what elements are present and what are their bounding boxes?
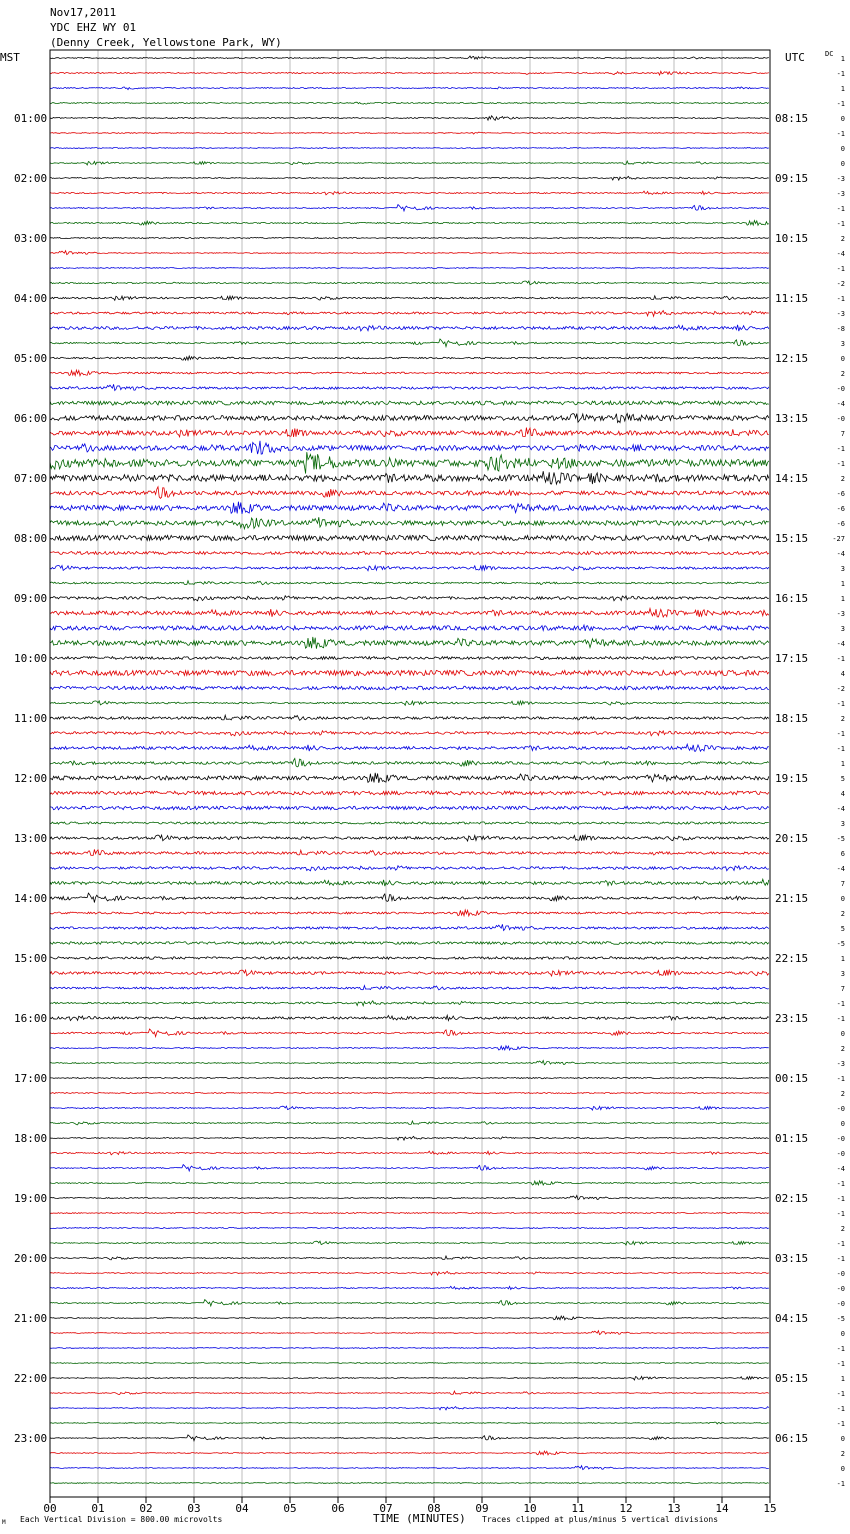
right-hour-label: 15:15 — [775, 532, 809, 545]
dc-offset-label: -4 — [836, 640, 845, 648]
dc-offset-label: 5 — [840, 775, 845, 783]
right-hour-label: 08:15 — [775, 112, 809, 125]
trace-row-84 — [50, 1300, 769, 1306]
trace-row-52 — [50, 822, 769, 824]
dc-offset-label: 1 — [840, 55, 845, 63]
dc-offset-label: -1 — [836, 1480, 845, 1488]
trace-row-50 — [50, 791, 769, 795]
right-hour-label: 18:15 — [775, 712, 809, 725]
left-hour-label: 12:00 — [14, 772, 48, 785]
trace-row-69 — [50, 1078, 769, 1079]
x-tick-label: 04 — [235, 1502, 249, 1515]
dc-offset-label: -1 — [836, 265, 845, 273]
trace-row-29 — [50, 471, 769, 484]
dc-offset-label: -1 — [836, 1420, 845, 1428]
left-hour-label: 03:00 — [14, 232, 48, 245]
trace-row-31 — [50, 502, 769, 514]
dc-offset-label: -3 — [836, 190, 845, 198]
trace-row-86 — [50, 1331, 769, 1335]
dc-offset-label: -0 — [836, 1150, 845, 1158]
trace-row-23 — [50, 384, 769, 390]
trace-row-76 — [50, 1181, 769, 1185]
dc-offset-label: -0 — [836, 1270, 845, 1278]
dc-offset-label: -1 — [836, 730, 845, 738]
dc-offset-label: -1 — [836, 100, 845, 108]
right-hour-label: 01:15 — [775, 1132, 809, 1145]
dc-offset-label: 0 — [840, 1330, 845, 1338]
dc-offset-label: -0 — [836, 385, 845, 393]
x-tick-label: 03 — [187, 1502, 201, 1515]
trace-row-64 — [50, 1001, 769, 1006]
left-hour-label: 18:00 — [14, 1132, 48, 1145]
right-hour-label: 02:15 — [775, 1192, 809, 1205]
right-hour-label: 16:15 — [775, 592, 809, 605]
dc-column-label: DC — [825, 50, 834, 58]
trace-row-92 — [50, 1422, 769, 1424]
station-label: YDC EHZ WY 01 — [50, 21, 137, 34]
trace-row-89 — [50, 1376, 769, 1380]
trace-row-9 — [50, 176, 769, 180]
left-timezone-label: MST — [0, 51, 20, 64]
dc-offset-label: -1 — [836, 205, 845, 213]
trace-row-22 — [50, 370, 769, 376]
dc-offset-label: 2 — [840, 235, 845, 243]
dc-offset-label: -1 — [836, 1255, 845, 1263]
trace-row-80 — [50, 1241, 769, 1245]
trace-row-79 — [50, 1228, 769, 1229]
dc-offset-label: 1 — [840, 955, 845, 963]
dc-offset-label: 1 — [840, 760, 845, 768]
dc-offset-label: 2 — [840, 1450, 845, 1458]
trace-row-1 — [50, 56, 769, 59]
dc-offset-label: 2 — [840, 1045, 845, 1053]
x-tick-label: 02 — [139, 1502, 153, 1515]
trace-row-28 — [50, 452, 769, 473]
left-hour-label: 16:00 — [14, 1012, 48, 1025]
trace-row-36 — [50, 581, 769, 585]
dc-offset-label: 6 — [840, 850, 845, 858]
dc-offset-label: -1 — [836, 1180, 845, 1188]
dc-offset-label: -2 — [836, 685, 845, 693]
left-hour-label: 13:00 — [14, 832, 48, 845]
trace-row-75 — [50, 1165, 769, 1171]
right-hour-labels — [775, 112, 808, 1445]
trace-row-83 — [50, 1286, 769, 1289]
dc-offset-label: -1 — [836, 1240, 845, 1248]
dc-offset-label: -4 — [836, 865, 845, 873]
dc-offset-label: -0 — [836, 1135, 845, 1143]
dc-offset-label: 4 — [840, 790, 845, 798]
x-tick-label: 00 — [43, 1502, 57, 1515]
trace-row-51 — [50, 806, 769, 810]
trace-row-62 — [50, 970, 769, 976]
trace-row-73 — [50, 1136, 769, 1140]
dc-offset-label: 0 — [840, 1030, 845, 1038]
dc-offset-label: -1 — [836, 1075, 845, 1083]
x-tick-label: 05 — [283, 1502, 297, 1515]
dc-offset-label: -3 — [836, 175, 845, 183]
dc-offset-label: 2 — [840, 715, 845, 723]
trace-row-44 — [50, 701, 769, 705]
trace-row-87 — [50, 1348, 769, 1349]
dc-offset-label: 3 — [840, 625, 845, 633]
dc-offset-label: -5 — [836, 835, 845, 843]
left-hour-labels — [14, 112, 47, 1445]
trace-row-74 — [50, 1151, 769, 1155]
dc-offset-labels — [832, 55, 845, 1488]
dc-offset-label: -4 — [836, 805, 845, 813]
trace-row-32 — [50, 517, 769, 529]
dc-offset-label: 0 — [840, 355, 845, 363]
x-tick-label: 09 — [475, 1502, 489, 1515]
left-hour-label: 11:00 — [14, 712, 48, 725]
dc-offset-label: 2 — [840, 1090, 845, 1098]
x-tick-label: 06 — [331, 1502, 345, 1515]
trace-row-71 — [50, 1106, 769, 1110]
trace-row-27 — [50, 441, 769, 454]
dc-offset-label: -1 — [836, 1390, 845, 1398]
dc-offset-label: -1 — [836, 1000, 845, 1008]
dc-offset-label: 0 — [840, 145, 845, 153]
dc-offset-label: 0 — [840, 115, 845, 123]
trace-row-93 — [50, 1435, 769, 1441]
dc-offset-label: 2 — [840, 1225, 845, 1233]
plot-frame — [50, 50, 770, 1497]
trace-row-33 — [50, 535, 769, 540]
trace-row-37 — [50, 596, 769, 601]
trace-row-56 — [50, 879, 769, 886]
trace-row-3 — [50, 87, 769, 90]
trace-row-91 — [50, 1407, 769, 1410]
left-hour-label: 04:00 — [14, 292, 48, 305]
trace-row-34 — [50, 552, 769, 555]
x-tick-label: 11 — [571, 1502, 585, 1515]
trace-row-61 — [50, 957, 769, 959]
dc-offset-label: 3 — [840, 565, 845, 573]
right-hour-label: 10:15 — [775, 232, 809, 245]
dc-offset-label: 0 — [840, 1435, 845, 1443]
left-hour-label: 06:00 — [14, 412, 48, 425]
dc-offset-label: 1 — [840, 595, 845, 603]
dc-offset-label: 0 — [840, 1465, 845, 1473]
trace-row-25 — [50, 414, 769, 423]
x-tick-label: 12 — [619, 1502, 633, 1515]
trace-row-70 — [50, 1093, 769, 1094]
dc-offset-label: 7 — [840, 430, 845, 438]
dc-offset-label: 2 — [840, 370, 845, 378]
x-tick-label: 14 — [715, 1502, 729, 1515]
trace-row-16 — [50, 281, 769, 285]
x-tick-label: 07 — [379, 1502, 393, 1515]
dc-offset-label: 4 — [840, 670, 845, 678]
dc-offset-label: 3 — [840, 340, 845, 348]
trace-row-58 — [50, 910, 769, 916]
trace-group — [50, 56, 769, 1484]
trace-row-65 — [50, 1015, 769, 1020]
dc-offset-label: 3 — [840, 820, 845, 828]
dc-offset-label: -1 — [836, 130, 845, 138]
trace-row-59 — [50, 924, 769, 930]
dc-offset-label: -1 — [836, 655, 845, 663]
trace-row-88 — [50, 1363, 769, 1364]
dc-offset-label: -6 — [836, 520, 845, 528]
dc-offset-label: -4 — [836, 250, 845, 258]
trace-row-46 — [50, 731, 769, 736]
right-hour-label: 23:15 — [775, 1012, 809, 1025]
trace-row-55 — [50, 866, 769, 871]
right-hour-label: 11:15 — [775, 292, 809, 305]
right-hour-label: 00:15 — [775, 1072, 809, 1085]
left-hour-label: 19:00 — [14, 1192, 48, 1205]
dc-offset-label: -2 — [836, 280, 845, 288]
trace-row-11 — [50, 205, 769, 211]
trace-row-5 — [50, 116, 769, 121]
trace-row-90 — [50, 1391, 769, 1395]
trace-row-12 — [50, 221, 769, 226]
x-tick-label: 13 — [667, 1502, 681, 1515]
dc-offset-label: 0 — [840, 1120, 845, 1128]
trace-row-60 — [50, 942, 769, 945]
location-label: (Denny Creek, Yellowstone Park, WY) — [50, 36, 282, 49]
trace-row-68 — [50, 1061, 769, 1065]
dc-offset-label: -1 — [836, 1195, 845, 1203]
right-hour-label: 20:15 — [775, 832, 809, 845]
dc-offset-label: 7 — [840, 880, 845, 888]
right-hour-label: 19:15 — [775, 772, 809, 785]
dc-offset-label: -1 — [836, 700, 845, 708]
trace-row-49 — [50, 773, 769, 783]
dc-offset-label: 5 — [840, 925, 845, 933]
trace-row-20 — [50, 339, 769, 347]
trace-row-10 — [50, 191, 769, 195]
right-hour-label: 09:15 — [775, 172, 809, 185]
left-hour-label: 02:00 — [14, 172, 48, 185]
trace-row-35 — [50, 565, 769, 570]
date-label: Nov17,2011 — [50, 6, 117, 19]
left-hour-label: 07:00 — [14, 472, 48, 485]
right-hour-label: 17:15 — [775, 652, 809, 665]
left-hour-label: 14:00 — [14, 892, 48, 905]
trace-row-53 — [50, 835, 769, 841]
dc-offset-label: -1 — [836, 1360, 845, 1368]
right-hour-label: 12:15 — [775, 352, 809, 365]
dc-offset-label: 3 — [840, 970, 845, 978]
dc-offset-label: -6 — [836, 505, 845, 513]
dc-offset-label: 1 — [840, 85, 845, 93]
trace-row-43 — [50, 686, 769, 690]
dc-offset-label: -0 — [836, 1300, 845, 1308]
dc-offset-label: 2 — [840, 475, 845, 483]
trace-row-47 — [50, 744, 769, 751]
trace-row-6 — [50, 132, 769, 134]
dc-offset-label: -1 — [836, 1015, 845, 1023]
left-hour-label: 23:00 — [14, 1432, 48, 1445]
left-hour-label: 21:00 — [14, 1312, 48, 1325]
trace-row-15 — [50, 268, 769, 269]
trace-row-2 — [50, 71, 769, 75]
trace-row-96 — [50, 1483, 769, 1484]
trace-row-4 — [50, 102, 769, 104]
trace-row-72 — [50, 1121, 769, 1125]
dc-offset-label: -27 — [832, 535, 845, 543]
right-hour-label: 22:15 — [775, 952, 809, 965]
x-tick-label: 10 — [523, 1502, 537, 1515]
trace-row-66 — [50, 1029, 769, 1037]
dc-offset-label: 1 — [840, 1375, 845, 1383]
dc-offset-label: -4 — [836, 1165, 845, 1173]
dc-offset-label: -6 — [836, 490, 845, 498]
x-axis-label: TIME (MINUTES) — [373, 1512, 466, 1525]
left-hour-label: 10:00 — [14, 652, 48, 665]
trace-row-30 — [50, 487, 769, 499]
trace-row-82 — [50, 1271, 769, 1275]
time-grid — [98, 50, 722, 1497]
right-hour-label: 06:15 — [775, 1432, 809, 1445]
right-hour-label: 21:15 — [775, 892, 809, 905]
trace-row-77 — [50, 1196, 769, 1200]
trace-row-7 — [50, 148, 769, 149]
trace-row-38 — [50, 609, 769, 618]
right-hour-label: 05:15 — [775, 1372, 809, 1385]
dc-offset-label: 2 — [840, 910, 845, 918]
corner-mark: M — [2, 1519, 6, 1526]
trace-row-42 — [50, 670, 769, 675]
x-tick-label: 08 — [427, 1502, 441, 1515]
dc-offset-label: -1 — [836, 445, 845, 453]
dc-offset-label: -0 — [836, 1285, 845, 1293]
dc-offset-label: -4 — [836, 400, 845, 408]
right-hour-label: 13:15 — [775, 412, 809, 425]
dc-offset-label: -1 — [836, 220, 845, 228]
trace-row-85 — [50, 1316, 769, 1320]
trace-row-26 — [50, 428, 769, 437]
trace-row-57 — [50, 893, 769, 902]
trace-row-67 — [50, 1046, 769, 1050]
right-hour-label: 14:15 — [775, 472, 809, 485]
left-hour-label: 20:00 — [14, 1252, 48, 1265]
trace-row-13 — [50, 238, 769, 239]
dc-offset-label: -1 — [836, 295, 845, 303]
left-hour-label: 15:00 — [14, 952, 48, 965]
dc-offset-label: -8 — [836, 325, 845, 333]
trace-row-14 — [50, 251, 769, 255]
dc-offset-label: -1 — [836, 1405, 845, 1413]
right-timezone-label: UTC — [785, 51, 805, 64]
dc-offset-label: -5 — [836, 940, 845, 948]
trace-row-41 — [50, 657, 769, 660]
clip-note: Traces clipped at plus/minus 5 vertical divisions — [482, 1515, 719, 1524]
dc-offset-label: -1 — [836, 745, 845, 753]
dc-offset-label: -0 — [836, 1105, 845, 1113]
trace-row-40 — [50, 637, 769, 649]
dc-offset-label: -0 — [836, 415, 845, 423]
trace-row-48 — [50, 759, 769, 767]
trace-row-54 — [50, 849, 769, 855]
dc-offset-label: -4 — [836, 550, 845, 558]
dc-offset-label: -1 — [836, 460, 845, 468]
left-hour-label: 17:00 — [14, 1072, 48, 1085]
left-hour-label: 08:00 — [14, 532, 48, 545]
trace-row-81 — [50, 1256, 769, 1260]
dc-offset-label: -5 — [836, 1315, 845, 1323]
left-hour-label: 01:00 — [14, 112, 48, 125]
x-tick-label: 15 — [763, 1502, 777, 1515]
trace-row-24 — [50, 401, 769, 405]
trace-row-39 — [50, 625, 769, 631]
dc-offset-label: -1 — [836, 70, 845, 78]
trace-row-17 — [50, 296, 769, 301]
left-hour-label: 05:00 — [14, 352, 48, 365]
right-hour-label: 04:15 — [775, 1312, 809, 1325]
trace-row-95 — [50, 1466, 769, 1470]
trace-row-21 — [50, 356, 769, 360]
dc-offset-label: -3 — [836, 610, 845, 618]
dc-offset-label: -3 — [836, 310, 845, 318]
trace-row-78 — [50, 1213, 769, 1214]
trace-row-18 — [50, 311, 769, 317]
trace-row-63 — [50, 986, 769, 990]
trace-row-8 — [50, 161, 769, 165]
right-hour-label: 03:15 — [775, 1252, 809, 1265]
left-hour-label: 09:00 — [14, 592, 48, 605]
trace-row-94 — [50, 1451, 769, 1455]
trace-row-45 — [50, 715, 769, 720]
left-hour-label: 22:00 — [14, 1372, 48, 1385]
dc-offset-label: -1 — [836, 1345, 845, 1353]
trace-row-19 — [50, 325, 769, 331]
dc-offset-label: 7 — [840, 985, 845, 993]
dc-offset-label: 0 — [840, 160, 845, 168]
scale-note: Each Vertical Division = 800.00 microvolts — [20, 1515, 223, 1524]
dc-offset-label: -3 — [836, 1060, 845, 1068]
dc-offset-label: 1 — [840, 580, 845, 588]
x-tick-label: 01 — [91, 1502, 105, 1515]
dc-offset-label: -1 — [836, 1210, 845, 1218]
dc-offset-label: 0 — [840, 895, 845, 903]
